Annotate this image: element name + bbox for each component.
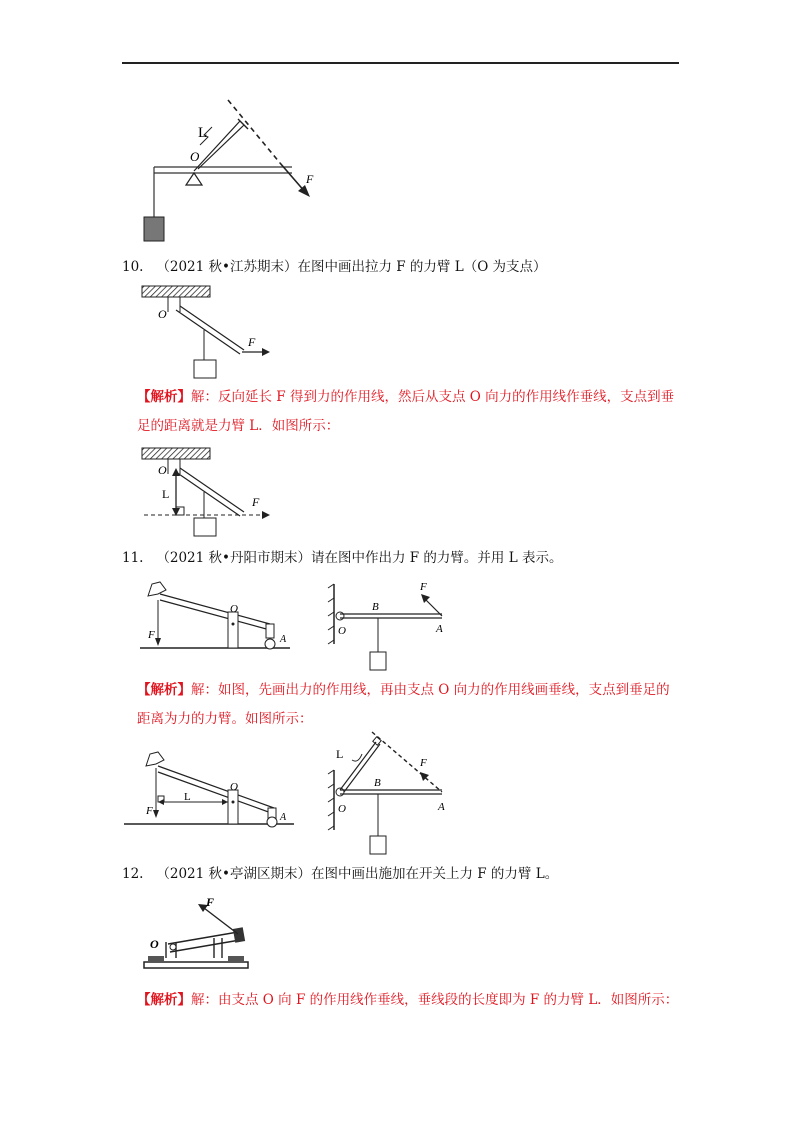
label-B: B (372, 601, 379, 613)
question-number: 12. (122, 866, 144, 882)
question-source: （2021 秋•丹阳市期末） (156, 550, 311, 566)
answer-text: 解：反向延长 F 得到力的作用线，然后从支点 O 向力的作用线作垂线，支点到垂足的距离就是力臂 L．如图所示： (137, 389, 675, 434)
question-text: 在图中画出拉力 F 的力臂 L（O 为支点） (297, 259, 547, 275)
label-A: A (438, 801, 445, 813)
label-A: A (436, 623, 443, 635)
figure-q11-pedal-answer (124, 746, 304, 836)
label-F: F (146, 805, 153, 817)
question-number: 10. (122, 259, 144, 275)
label-O: O (338, 625, 346, 637)
label-F: F (148, 629, 155, 641)
answer-10 (137, 383, 682, 441)
answer-12 (137, 986, 682, 1015)
label-L: L (184, 791, 191, 803)
label-F: F (206, 895, 215, 909)
question-source: （2021 秋•江苏期末） (156, 259, 298, 275)
label-O: O (158, 307, 167, 321)
label-F: F (420, 581, 427, 593)
figure-q10-question (140, 284, 280, 384)
label-F: F (252, 495, 260, 509)
header-rule (122, 62, 679, 64)
answer-text: 解：如图，先画出力的作用线，再由支点 O 向力的作用线画垂线，支点到垂足的距离为力的力臂。如图所示： (137, 682, 670, 727)
question-text: 请在图中作出力 F 的力臂。并用 L 表示。 (310, 550, 563, 566)
label-O: O (190, 149, 200, 164)
figure-q11-bracket-answer (328, 730, 458, 860)
question-10 (122, 257, 547, 277)
label-F: F (306, 172, 314, 186)
label-L: L (336, 747, 344, 761)
label-O: O (230, 603, 238, 615)
figure-lever-weight-answer (140, 95, 320, 245)
label-O: O (150, 937, 159, 951)
answer-text: 解：由支点 O 向 F 的作用线作垂线，垂线段的长度即为 F 的力臂 L．如图所示： (191, 992, 679, 1008)
answer-tag: 【解析】 (137, 682, 191, 698)
label-A: A (280, 812, 287, 823)
label-O: O (158, 463, 167, 477)
answer-tag: 【解析】 (137, 389, 191, 405)
question-text: 在图中画出施加在开关上力 F 的力臂 L。 (310, 866, 559, 882)
label-F: F (420, 757, 427, 769)
answer-11 (137, 676, 682, 734)
label-O: O (230, 781, 238, 793)
question-source: （2021 秋•亭湖区期末） (156, 866, 311, 882)
figure-q11-pedal-question (140, 572, 300, 664)
answer-tag: 【解析】 (137, 992, 191, 1008)
question-number: 11. (122, 550, 144, 566)
label-A: A (280, 634, 287, 645)
label-L: L (198, 125, 208, 141)
question-11 (122, 548, 562, 568)
figure-q11-bracket-question (328, 582, 458, 678)
figure-q10-answer (140, 446, 280, 546)
label-B: B (374, 777, 381, 789)
label-O: O (338, 803, 346, 815)
label-F: F (248, 335, 256, 349)
figure-q12-switch-question (140, 890, 260, 980)
question-12 (122, 864, 558, 884)
label-L: L (162, 487, 170, 501)
